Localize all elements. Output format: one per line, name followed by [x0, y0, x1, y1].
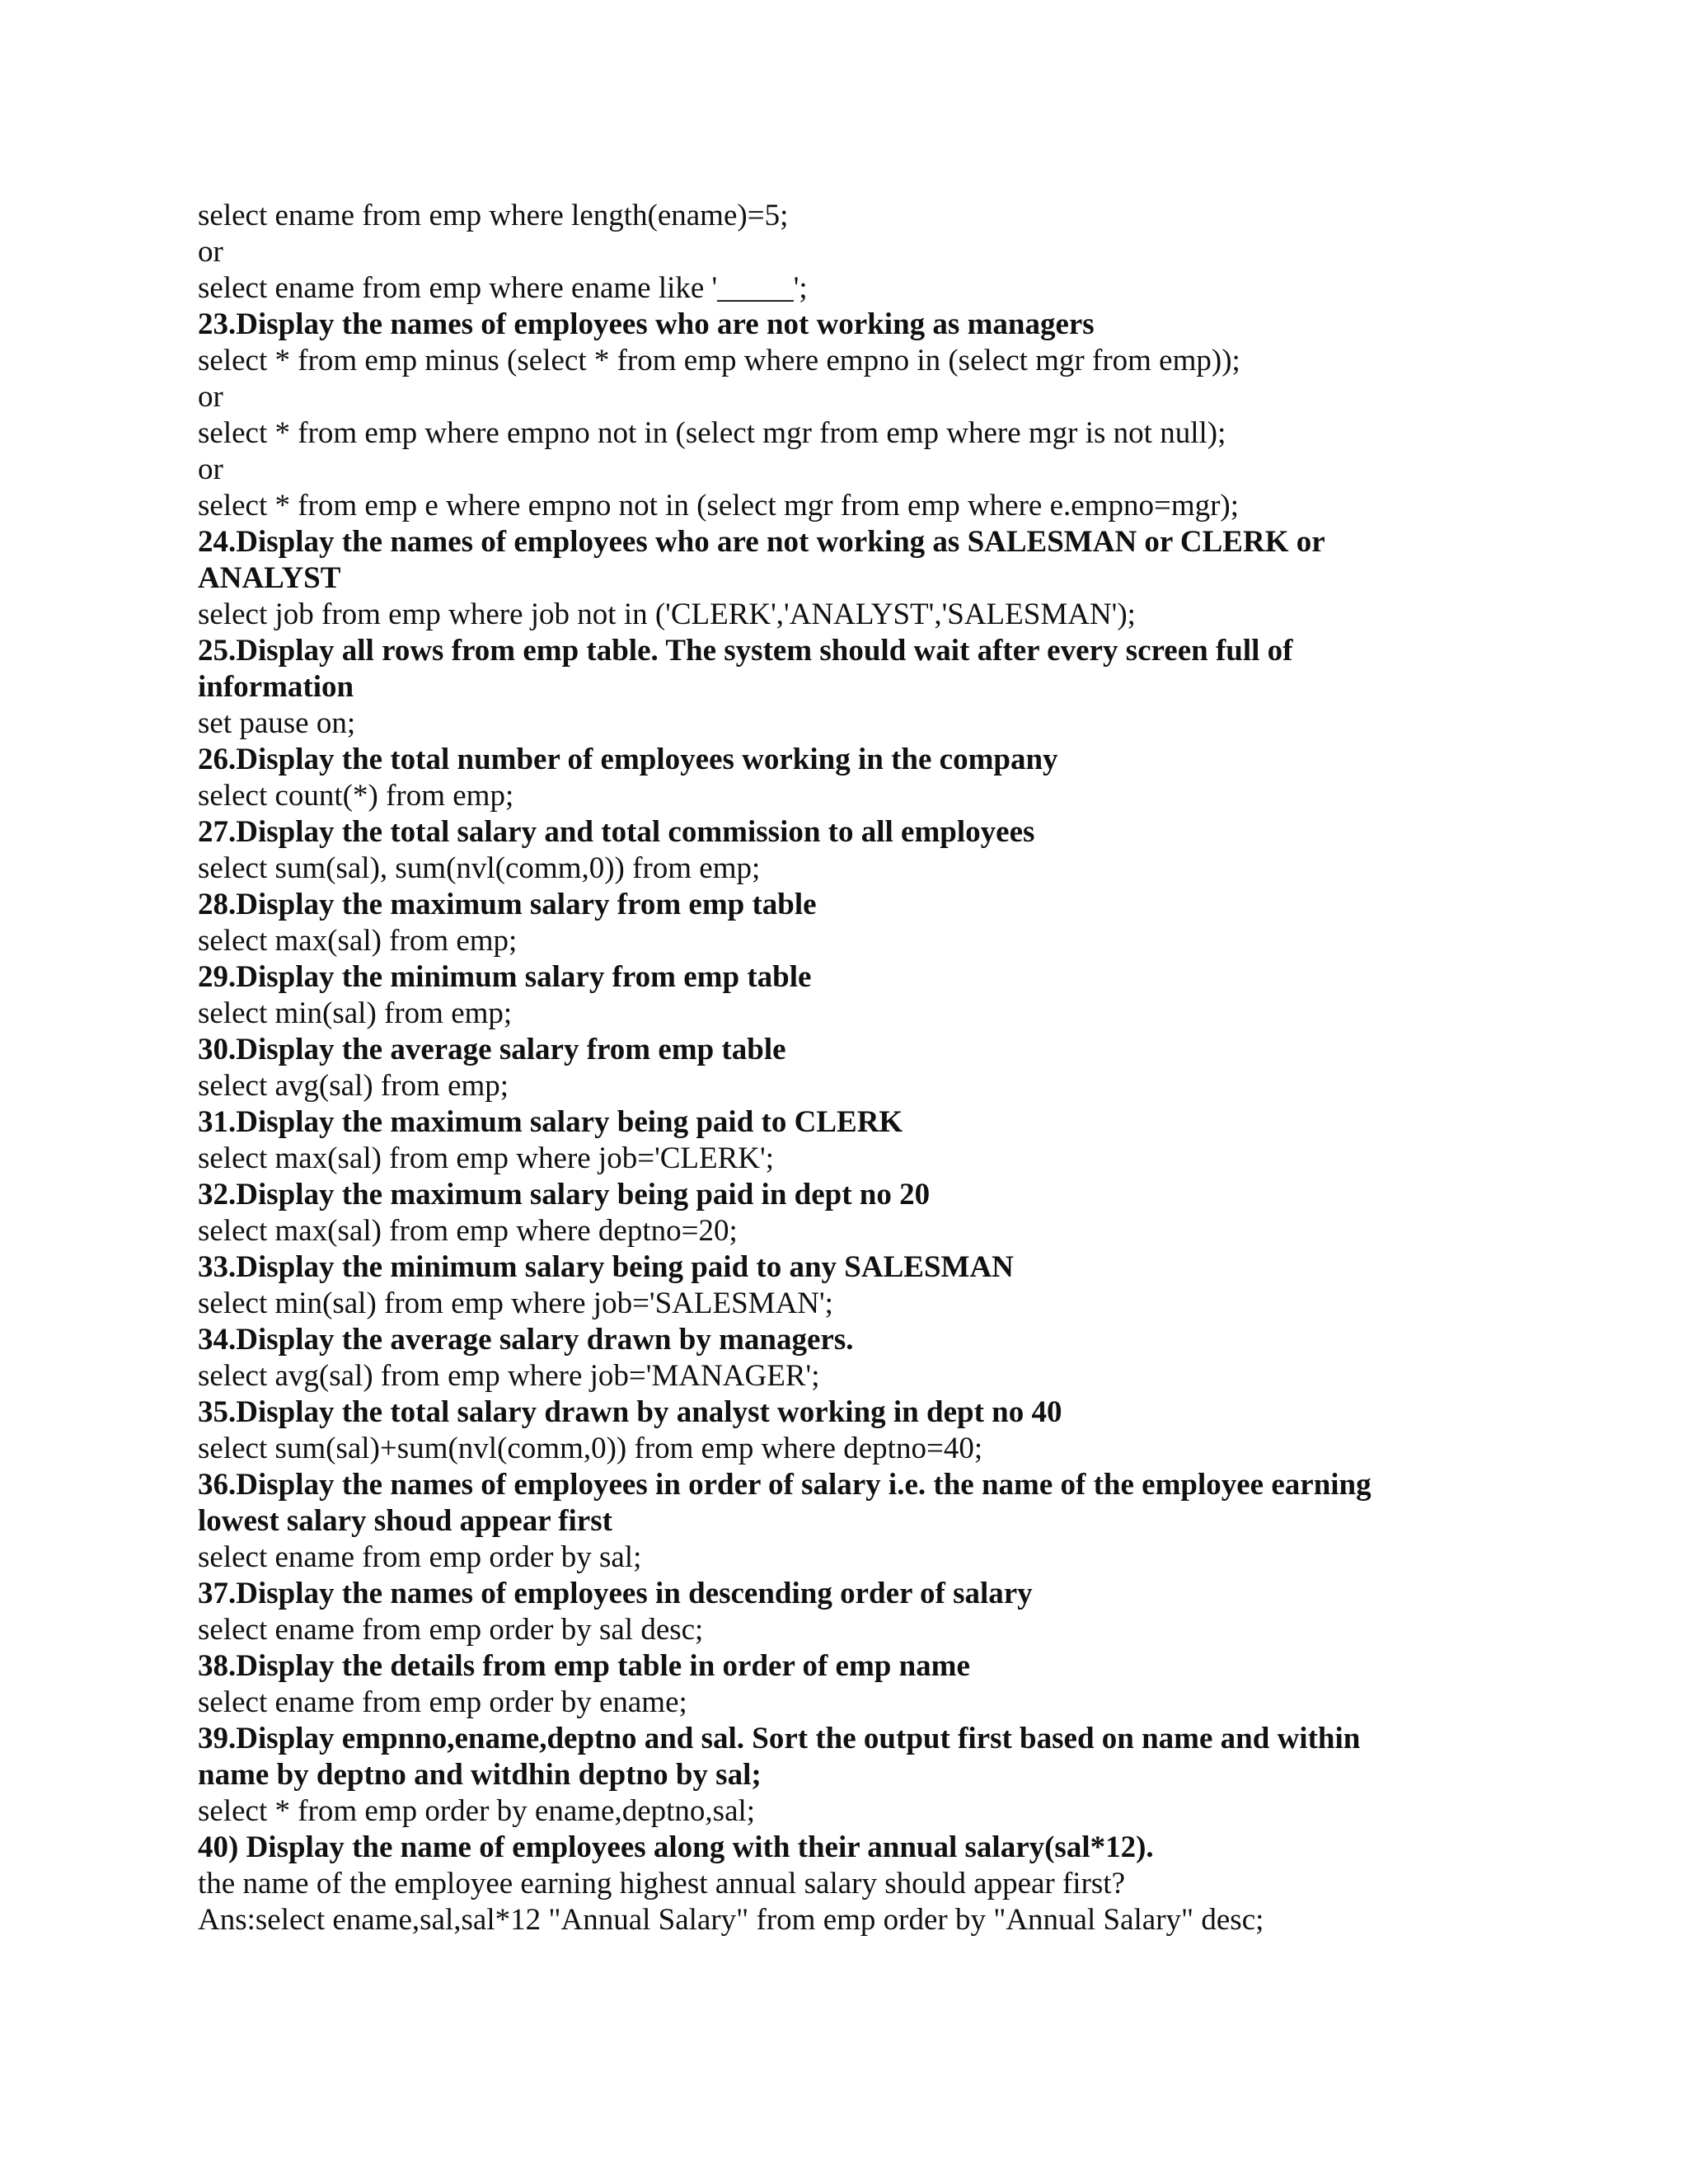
question-heading: 31.Display the maximum salary being paid to CLERK	[198, 1105, 903, 1139]
answer-text: Ans:select ename,sal,sal*12 "Annual Salary" from emp order by "Annual Salary" desc;	[198, 1903, 1264, 1937]
answer-text: select * from emp minus (select * from emp where empno in (select mgr from emp));	[198, 344, 1240, 377]
question-heading: ANALYST	[198, 561, 341, 595]
answer-text: select ename from emp order by sal;	[198, 1540, 642, 1574]
answer-text: select ename from emp where length(ename)=5;	[198, 199, 789, 232]
question-heading: 28.Display the maximum salary from emp table	[198, 888, 817, 921]
answer-text: select sum(sal)+sum(nvl(comm,0)) from emp where deptno=40;	[198, 1432, 983, 1465]
answer-text: or	[198, 452, 223, 486]
answer-text: select avg(sal) from emp where job='MANAGER';	[198, 1359, 820, 1393]
answer-text: select ename from emp where ename like '_____';	[198, 271, 808, 305]
question-heading: 35.Display the total salary drawn by analyst working in dept no 40	[198, 1395, 1062, 1429]
answer-text: select max(sal) from emp;	[198, 924, 518, 958]
answer-text: or	[198, 235, 223, 269]
answer-text: select * from emp e where empno not in (select mgr from emp where e.empno=mgr);	[198, 489, 1240, 523]
question-heading: 23.Display the names of employees who are not working as managers	[198, 307, 1095, 341]
document-body	[198, 198, 1500, 1938]
answer-text: select * from emp order by ename,deptno,sal;	[198, 1794, 756, 1828]
answer-text: select job from emp where job not in ('CLERK','ANALYST','SALESMAN');	[198, 598, 1136, 631]
question-heading: 29.Display the minimum salary from emp table	[198, 960, 812, 994]
question-heading: lowest salary shoud appear first	[198, 1504, 612, 1538]
answer-text: the name of the employee earning highest annual salary should appear first?	[198, 1867, 1126, 1900]
answer-text: select avg(sal) from emp;	[198, 1069, 509, 1103]
answer-text: select ename from emp order by ename;	[198, 1685, 687, 1719]
answer-text: or	[198, 380, 223, 414]
question-heading: 33.Display the minimum salary being paid to any SALESMAN	[198, 1250, 1014, 1284]
question-heading: 30.Display the average salary from emp table	[198, 1033, 786, 1066]
question-heading: 26.Display the total number of employees working in the company	[198, 743, 1058, 776]
answer-text: select ename from emp order by sal desc;	[198, 1613, 704, 1647]
question-heading: 40) Display the name of employees along with their annual salary(sal*12).	[198, 1830, 1154, 1864]
question-heading: 24.Display the names of employees who are not working as SALESMAN or CLERK or	[198, 525, 1325, 559]
answer-text: select max(sal) from emp where deptno=20;	[198, 1214, 738, 1248]
answer-text: set pause on;	[198, 706, 356, 740]
answer-text: select count(*) from emp;	[198, 779, 514, 813]
answer-text: select min(sal) from emp where job='SALESMAN';	[198, 1286, 833, 1320]
question-heading: 34.Display the average salary drawn by managers.	[198, 1323, 854, 1357]
answer-text: select sum(sal), sum(nvl(comm,0)) from emp;	[198, 851, 761, 885]
question-heading: 38.Display the details from emp table in order of emp name	[198, 1649, 970, 1683]
question-heading: information	[198, 670, 354, 704]
question-heading: name by deptno and witdhin deptno by sal;	[198, 1758, 762, 1792]
question-heading: 37.Display the names of employees in descending order of salary	[198, 1577, 1033, 1610]
answer-text: select min(sal) from emp;	[198, 996, 513, 1030]
question-heading: 32.Display the maximum salary being paid in dept no 20	[198, 1178, 931, 1212]
question-heading: 36.Display the names of employees in order of salary i.e. the name of the employee earning	[198, 1468, 1372, 1502]
question-heading: 39.Display empnno,ename,deptno and sal. Sort the output first based on name and within	[198, 1722, 1361, 1755]
question-heading: 27.Display the total salary and total commission to all employees	[198, 815, 1035, 849]
answer-text: select * from emp where empno not in (select mgr from emp where mgr is not null);	[198, 416, 1226, 450]
question-heading: 25.Display all rows from emp table. The system should wait after every screen full of	[198, 634, 1293, 668]
answer-text: select max(sal) from emp where job='CLERK';	[198, 1141, 774, 1175]
